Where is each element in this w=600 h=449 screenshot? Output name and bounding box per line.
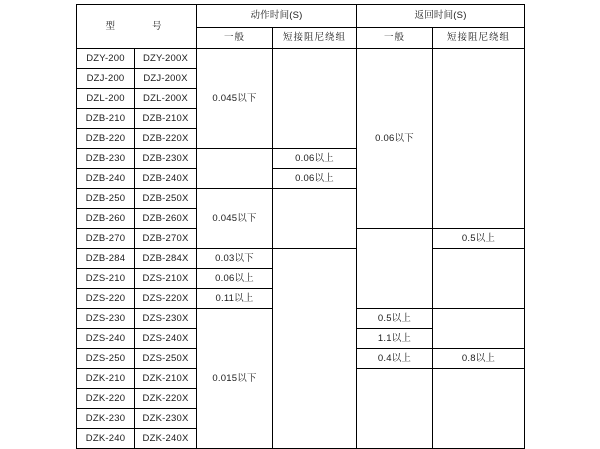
cell-action-damped: 0.06以上 — [273, 169, 357, 189]
cell-modelx: DZS-230X — [135, 309, 197, 329]
cell-model: DZB-270 — [77, 229, 135, 249]
table-body — [77, 49, 525, 449]
cell-model: DZB-220 — [77, 129, 135, 149]
cell-action-damped — [273, 189, 357, 249]
header-model: 型 号 — [77, 5, 197, 49]
cell-modelx: DZB-210X — [135, 109, 197, 129]
cell-modelx: DZB-250X — [135, 189, 197, 209]
header-return-damped: 短接阻尼绕组 — [433, 28, 525, 49]
table-row — [77, 49, 525, 69]
cell-modelx: DZK-240X — [135, 429, 197, 449]
cell-modelx: DZB-260X — [135, 209, 197, 229]
cell-modelx: DZB-230X — [135, 149, 197, 169]
cell-modelx: DZS-240X — [135, 329, 197, 349]
cell-return-normal: 1.1以上 — [357, 329, 433, 349]
cell-model: DZB-230 — [77, 149, 135, 169]
cell-return-normal: 0.06以下 — [357, 49, 433, 229]
cell-return-damped — [433, 49, 525, 229]
table-row — [77, 249, 525, 269]
cell-return-normal: 0.5以上 — [357, 309, 433, 329]
cell-model: DZS-230 — [77, 309, 135, 329]
cell-model: DZK-220 — [77, 389, 135, 409]
cell-modelx: DZB-240X — [135, 169, 197, 189]
header-return-normal: 一般 — [357, 28, 433, 49]
cell-modelx: DZS-220X — [135, 289, 197, 309]
cell-action-damped — [273, 249, 357, 449]
cell-model: DZB-260 — [77, 209, 135, 229]
cell-modelx: DZS-210X — [135, 269, 197, 289]
cell-action-damped — [273, 49, 357, 149]
cell-model: DZY-200 — [77, 49, 135, 69]
cell-model: DZB-240 — [77, 169, 135, 189]
cell-return-damped: 0.8以上 — [433, 349, 525, 369]
cell-model: DZB-284 — [77, 249, 135, 269]
cell-return-damped — [433, 309, 525, 349]
header-action-damped: 短接阻尼绕组 — [273, 28, 357, 49]
cell-model: DZB-210 — [77, 109, 135, 129]
cell-model: DZS-220 — [77, 289, 135, 309]
cell-model: DZB-250 — [77, 189, 135, 209]
cell-action-normal: 0.03以下 — [197, 249, 273, 269]
cell-model: DZJ-200 — [77, 69, 135, 89]
cell-modelx: DZS-250X — [135, 349, 197, 369]
cell-modelx: DZK-210X — [135, 369, 197, 389]
header-return-time: 返回时间(S) — [357, 5, 525, 28]
cell-modelx: DZB-220X — [135, 129, 197, 149]
table-header — [77, 5, 525, 49]
header-action-normal: 一般 — [197, 28, 273, 49]
cell-action-normal: 0.045以下 — [197, 189, 273, 249]
cell-modelx: DZB-270X — [135, 229, 197, 249]
cell-modelx: DZL-200X — [135, 89, 197, 109]
cell-action-normal: 0.11以上 — [197, 289, 273, 309]
cell-return-normal — [357, 369, 433, 449]
cell-model: DZK-210 — [77, 369, 135, 389]
relay-timing-table — [76, 4, 525, 449]
cell-model: DZK-230 — [77, 409, 135, 429]
cell-modelx: DZK-220X — [135, 389, 197, 409]
cell-action-damped: 0.06以上 — [273, 149, 357, 169]
cell-return-damped — [433, 249, 525, 309]
cell-return-normal — [357, 229, 433, 309]
cell-action-normal: 0.045以下 — [197, 49, 273, 149]
cell-modelx: DZY-200X — [135, 49, 197, 69]
cell-return-damped: 0.5以上 — [433, 229, 525, 249]
cell-modelx: DZB-284X — [135, 249, 197, 269]
cell-modelx: DZK-230X — [135, 409, 197, 429]
cell-model: DZL-200 — [77, 89, 135, 109]
cell-return-normal: 0.4以上 — [357, 349, 433, 369]
header-action-time: 动作时间(S) — [197, 5, 357, 28]
cell-model: DZS-250 — [77, 349, 135, 369]
cell-action-normal-filler: 0.015以下 — [197, 309, 273, 449]
cell-modelx: DZJ-200X — [135, 69, 197, 89]
cell-model: DZS-210 — [77, 269, 135, 289]
cell-action-normal: 0.06以上 — [197, 269, 273, 289]
cell-model: DZS-240 — [77, 329, 135, 349]
cell-action-normal — [197, 149, 273, 189]
cell-model: DZK-240 — [77, 429, 135, 449]
cell-return-damped — [433, 369, 525, 449]
